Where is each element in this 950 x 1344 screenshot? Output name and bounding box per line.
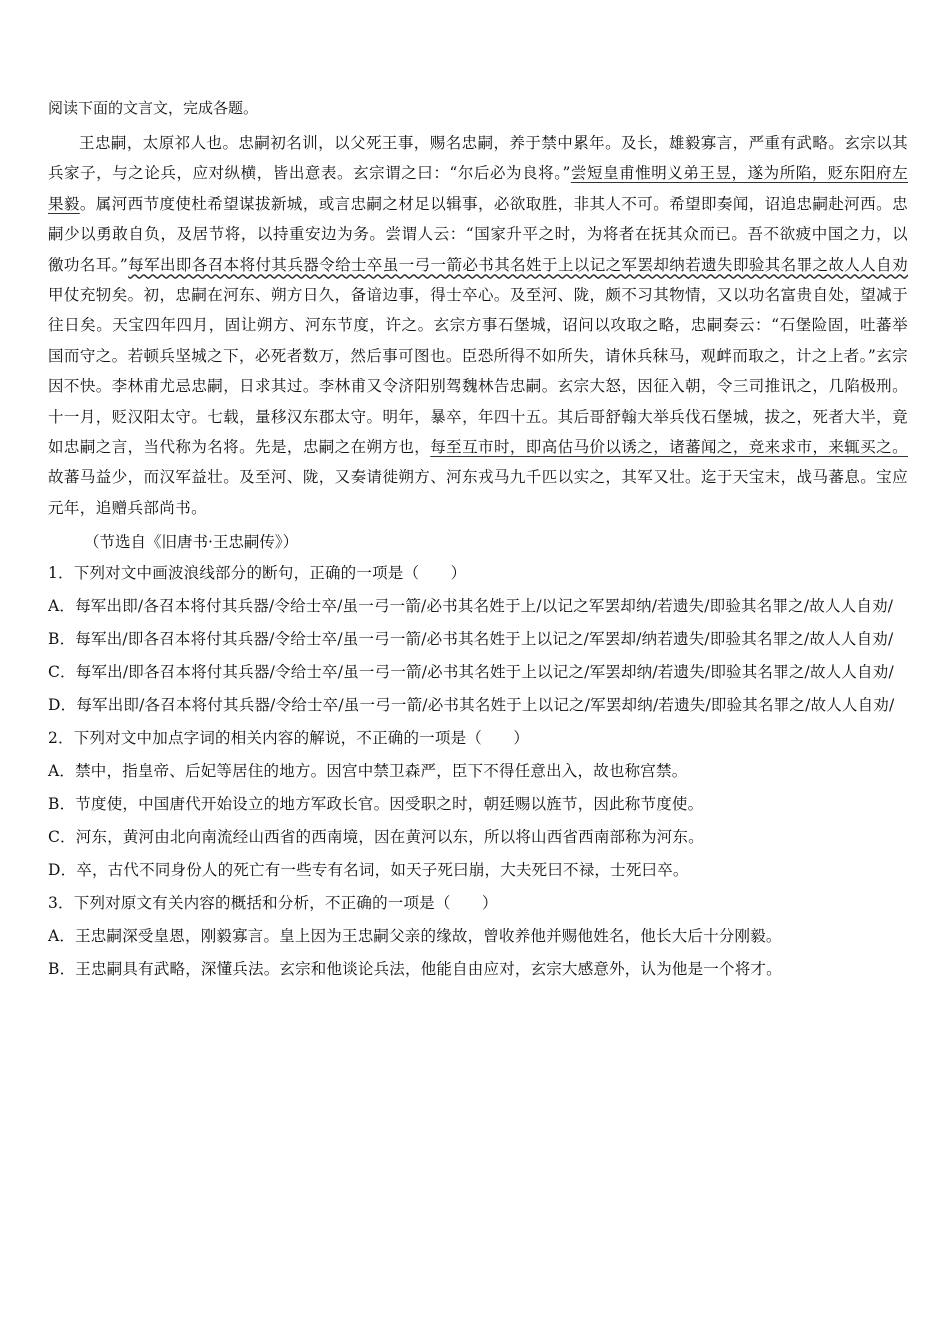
question-3 — [48, 887, 908, 986]
question-1-option-c: C．每军出/即各召本将付其兵器/令给士卒/虽一弓一箭/必书其名姓于上以记之/军罢却纳/若遗失/即验其名罪之/故人人自劝/ — [48, 663, 894, 682]
question-3-stem: 3．下列对原文有关内容的概括和分析，不正确的一项是（ ） — [48, 894, 498, 913]
question-3-option-b: B．王忠嗣具有武略，深懂兵法。玄宗和他谈论兵法，他能自由应对，玄宗大感意外，认为他是一个将才。 — [48, 960, 782, 979]
underlined-sentence-1: 尝短皇甫惟明义弟王昱，遂为所陷，贬东阳府左果毅 — [48, 164, 908, 213]
question-1-option-a: A．每军出即/各召本将付其兵器/令给士卒/虽一弓一箭/必书其名姓于上/以记之军罢却纳/若遗失/即验其名罪之/故人人自劝/ — [48, 597, 894, 616]
question-1-option-d: D．每军出即/各召本将付其兵器/令给士卒/虽一弓一箭/必书其名姓于上以记之/军罢却纳/若遗失/即验其名罪之/故人人自劝/ — [48, 696, 895, 715]
question-3-option-a: A．王忠嗣深受皇恩，刚毅寡言。皇上因为王忠嗣父亲的缘故，曾收养他并赐他姓名，他长大后十分刚毅。 — [48, 927, 782, 946]
passage-text-4: 故蕃马益少，而汉军益壮。及至河、陇，又奏请徙朔方、河东戎马九千匹以实之，其军又壮。迄于天宝末，战马蕃息。宝应元年，追赠兵部尚书。 — [48, 468, 908, 517]
question-1-stem: 1．下列对文中画波浪线部分的断句，正确的一项是（ ） — [48, 564, 467, 583]
question-2 — [48, 722, 908, 887]
question-2-stem: 2．下列对文中加点字词的相关内容的解说，不正确的一项是（ ） — [48, 729, 530, 748]
question-1 — [48, 557, 908, 722]
question-2-option-a: A．禁中，指皇帝、后妃等居住的地方。因宫中禁卫森严，臣下不得任意出入，故也称宫禁。 — [48, 762, 688, 781]
underlined-sentence-2: 每至互市时，即高估马价以诱之，诸蕃闻之，竞来求市，来辄买之。 — [430, 438, 908, 457]
source-citation: （节选自《旧唐书·王忠嗣传》） — [84, 533, 299, 552]
question-1-option-b: B．每军出/即各召本将付其兵器/令给士卒/虽一弓一箭/必书其名姓于上以记之/军罢却/纳若遗失/即验其名罪之/故人人自劝/ — [48, 630, 894, 649]
passage-text-2: 。属河西节度使杜希望谋拔新城，或言忠嗣之材足以辑事，必欲取胜，非其人不可。希望即奏闻，诏追忠嗣赴河西。忠嗣少以勇敢自负，及居节将，以持重安边为务。尝谓人云：“国家升平之时，为将者在抚其众而已。吾不欲疲中国之力，以徼功名耳。” — [48, 194, 908, 274]
question-2-option-c: C．河东，黄河由北向南流经山西省的西南境，因在黄河以东，所以将山西省西南部称为河东。 — [48, 828, 704, 847]
question-2-option-d: D．卒，古代不同身份人的死亡有一些专有名词，如天子死曰崩，大夫死曰不禄，士死曰卒。 — [48, 861, 689, 880]
instruction-text: 阅读下面的文言文，完成各题。 — [48, 99, 259, 117]
question-2-option-b: B．节度使，中国唐代开始设立的地方军政长官。因受职之时，朝廷赐以旌节，因此称节度使。 — [48, 795, 704, 814]
classical-passage — [48, 128, 908, 523]
wavy-underlined-passage: 每军出即各召本将付其兵器令给士卒虽一弓一箭必书其名姓于上以记之军罢却纳若遗失即验其名罪之故人人自劝 — [128, 255, 908, 274]
passage-text-1: 王忠嗣，太原祁人也。忠嗣初名训，以父死王事，赐名忠嗣，养于禁中累年。及长，雄毅寡言，严重有武略。玄宗以其兵家子，与之论兵，应对纵横，皆出意表。玄宗谓之曰：“尔后必为良将。” — [48, 134, 908, 183]
passage-text-3: 甲仗充牣矣。初，忠嗣在河东、朔方日久，备谙边事，得士卒心。及至河、陇，颇不习其物情，又以功名富贵自处，望减于往日矣。天宝四年四月，固让朔方、河东节度，许之。玄宗方事石堡城，诏问以攻取之略，忠嗣奏云：“石堡险固，吐蕃举国而守之。若顿兵坚城之下，必死者数万，然后事可图也。臣恐所得不如所失，请休兵秣马，观衅而取之，计之上者。”玄宗因不快。李林甫尤忌忠嗣，日求其过。李林甫又令济阳别驾魏林告忠嗣。玄宗大怒，因征入朝，令三司推讯之，几陷极刑。十一月，贬汉阳太守。七载，量移汉东郡太守。明年，暴卒，年四十五。其后哥舒翰大举兵伐石堡城，拔之，死者大半，竟如忠嗣之言，当代称为名将。先是，忠嗣之在朔方也， — [48, 286, 908, 457]
document-page — [48, 96, 908, 986]
